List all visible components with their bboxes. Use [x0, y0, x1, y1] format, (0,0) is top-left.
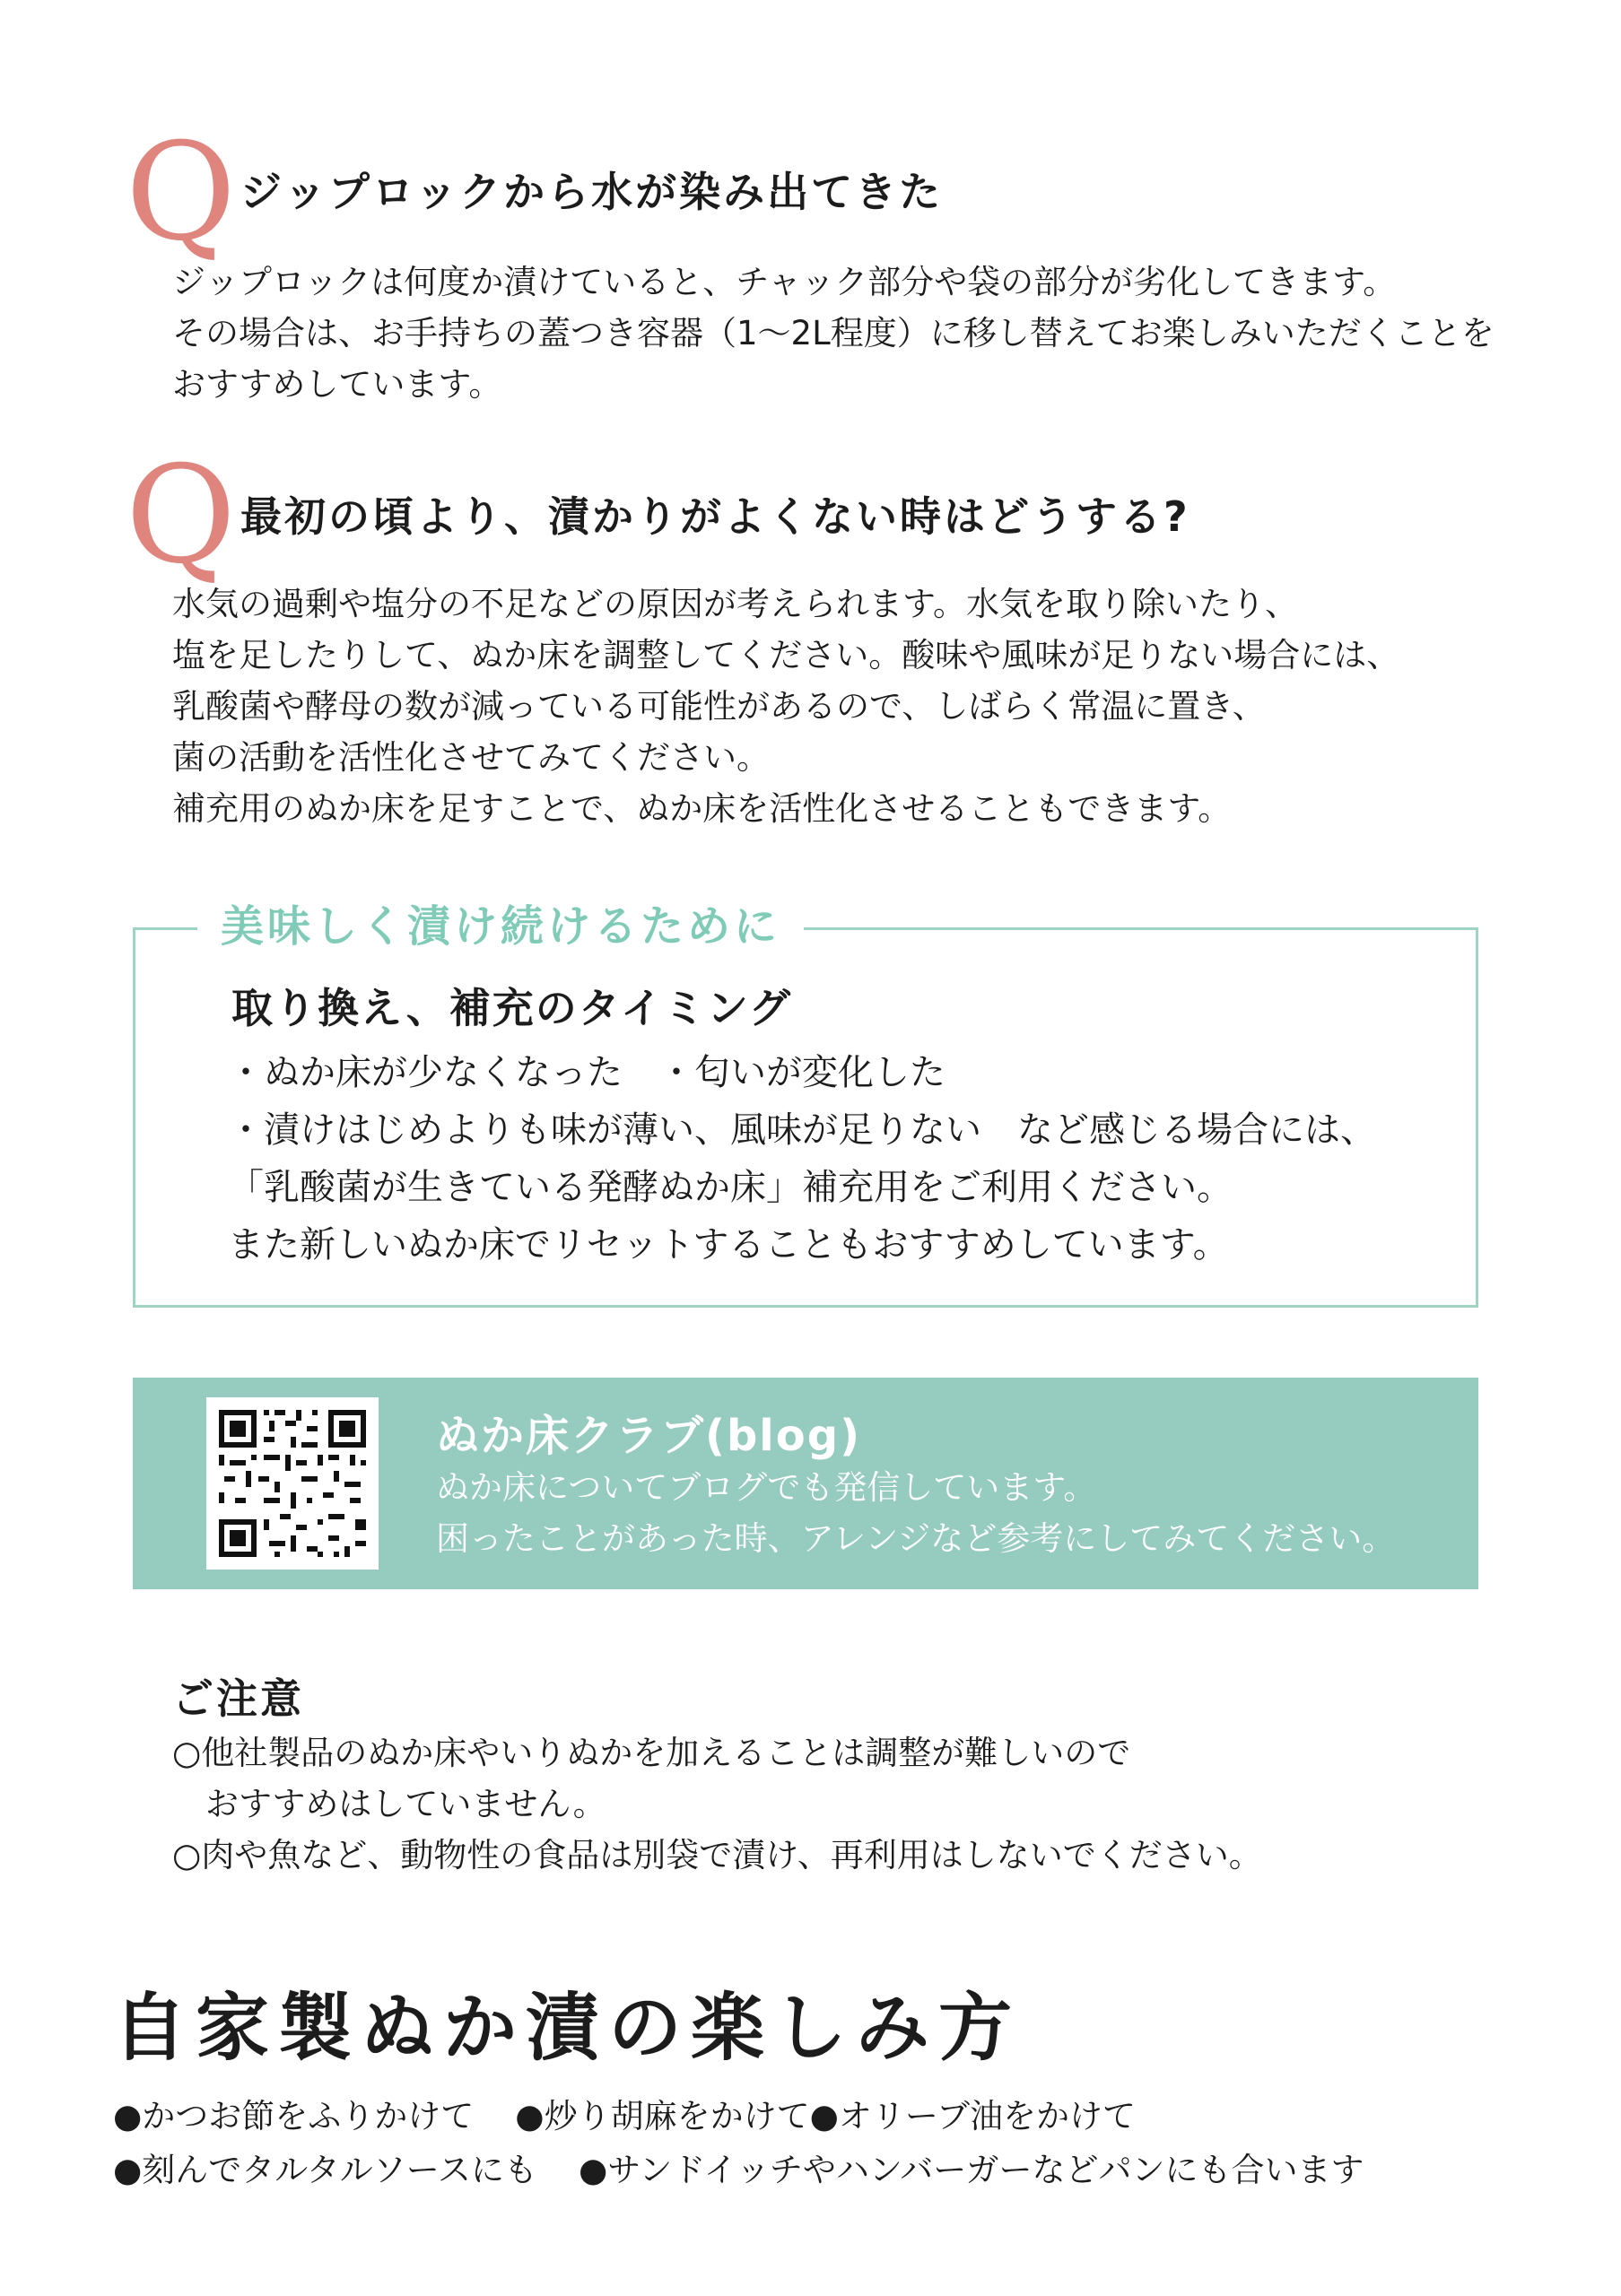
- faq-1-title: ジップロックから水が染み出てきた: [240, 168, 944, 216]
- enjoy-item: ●サンドイッチやハンバーガーなどパンにも合います: [578, 2151, 1364, 2189]
- tip-line: ・ぬか床が少なくなった ・匂いが変化した: [228, 1052, 946, 1093]
- notes-heading: ご注意: [172, 1674, 304, 1723]
- tip-line: また新しいぬか床でリセットすることもおすすめしています。: [228, 1224, 1229, 1265]
- tip-body: [228, 1044, 1376, 1274]
- notes-line: ○肉や魚など、動物性の食品は別袋で漬け、再利用はしないでください。: [172, 1836, 1262, 1874]
- notes-line: おすすめはしていません。: [172, 1785, 606, 1823]
- faq-2-title: 最初の頃より、漬かりがよくない時はどうする?: [240, 492, 1190, 541]
- faq-2-answer-line: 塩を足したりして、ぬか床を調整してください。酸味や風味が足りない場合には、: [172, 636, 1400, 674]
- tip-box-label: 美味しく漬け続けるために: [197, 900, 804, 953]
- enjoy-item: ●オリーブ油をかけて: [809, 2097, 1137, 2135]
- faq-2-answer-line: 補充用のぬか床を足すことで、ぬか床を活性化させることもできます。: [172, 789, 1232, 828]
- enjoy-item: ●かつお節をふりかけて: [113, 2097, 475, 2135]
- enjoy-title: 自家製ぬか漬の楽しみ方: [113, 1986, 1022, 2071]
- q-mark-icon: Q: [126, 115, 236, 271]
- blog-description-line: 困ったことがあった時、アレンジなど参考にしてみてください。: [436, 1519, 1396, 1558]
- q-mark-icon: Q: [126, 438, 236, 594]
- faq-1-answer-line: ジップロックは何度か漬けていると、チャック部分や袋の部分が劣化してきます。: [172, 263, 1397, 301]
- faq-1-answer-line: その場合は、お手持ちの蓋つき容器（1～2L程度）に移し替えてお楽しみいただくことを: [172, 314, 1495, 352]
- faq-2-answer: [172, 578, 1399, 834]
- tip-heading: 取り換え、補充のタイミング: [231, 984, 792, 1032]
- qr-code-icon: [206, 1397, 379, 1570]
- enjoy-item: ●炒り胡麻をかけて: [515, 2097, 810, 2135]
- blog-description: [436, 1462, 1395, 1564]
- enjoy-row: [113, 2144, 1364, 2197]
- faq-2-answer-line: 菌の活動を活性化させてみてください。: [172, 738, 770, 777]
- faq-1-answer: [172, 257, 1495, 410]
- notes-line: ○他社製品のぬか床やいりぬかを加えることは調整が難しいので: [172, 1734, 1131, 1772]
- faq-2-answer-line: 乳酸菌や酵母の数が減っている可能性があるので、しばらく常温に置き、: [172, 687, 1266, 726]
- faq-2-answer-line: 水気の過剰や塩分の不足などの原因が考えられます。水気を取り除いたり、: [172, 585, 1299, 623]
- blog-banner: [133, 1378, 1478, 1589]
- tip-line: 「乳酸菌が生きている発酵ぬか床」補充用をご利用ください。: [228, 1167, 1233, 1208]
- faq-1-answer-line: おすすめしています。: [172, 365, 502, 404]
- tip-line: ・漬けはじめよりも味が薄い、風味が足りない など感じる場合には、: [228, 1109, 1376, 1151]
- enjoy-row: [113, 2090, 1364, 2144]
- blog-qr-code[interactable]: [206, 1397, 379, 1570]
- blog-title[interactable]: ぬか床クラブ(blog): [436, 1411, 862, 1461]
- notes-body: [172, 1727, 1262, 1881]
- enjoy-list: [113, 2090, 1364, 2197]
- enjoy-item: ●刻んでタルタルソースにも: [113, 2151, 537, 2189]
- blog-description-line: ぬか床についてブログでも発信しています。: [436, 1468, 1097, 1507]
